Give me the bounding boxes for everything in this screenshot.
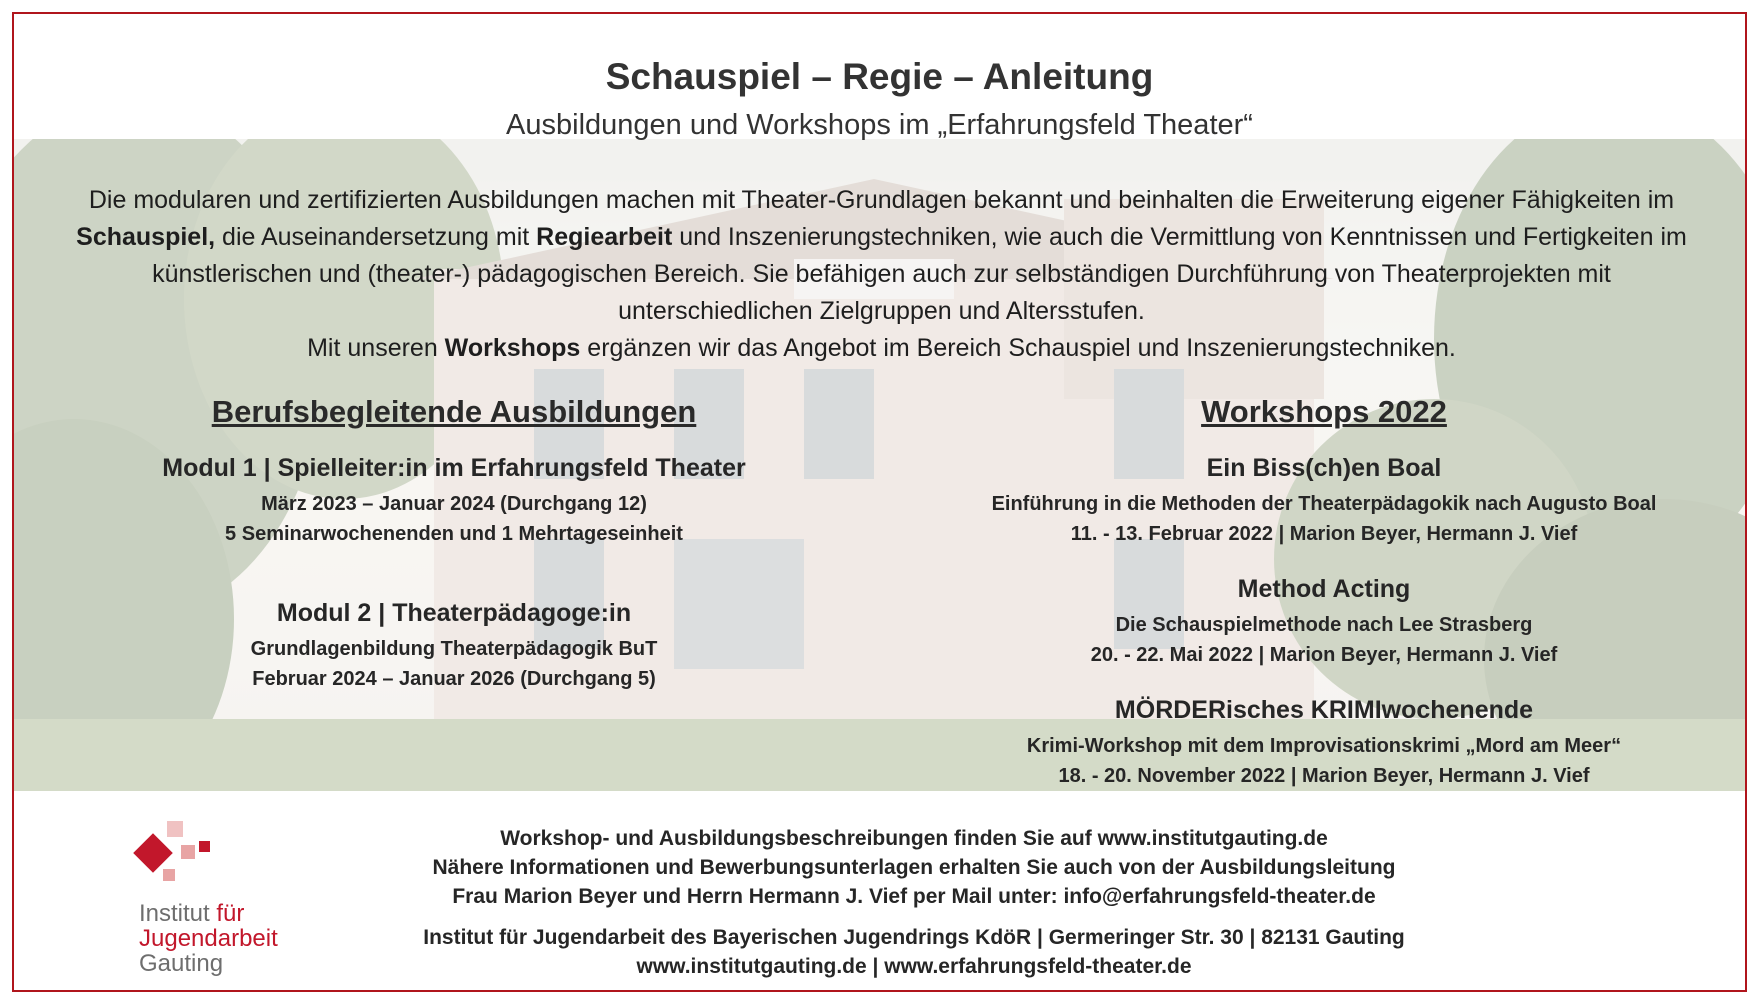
intro-text	[54, 182, 1709, 367]
institut-logo	[119, 819, 339, 979]
workshop-detail: Krimi-Workshop mit dem Improvisationskrimi „Mord am Meer“	[1026, 735, 1622, 757]
ausbildungen-heading: Berufsbegleitende Ausbildungen	[211, 394, 697, 429]
modul-detail: Grundlagenbildung Theaterpädagogik BuT	[250, 638, 658, 660]
intro-paragraph-1: Die modularen und zertifizierten Ausbildungen machen mit Theater-Grundlagen bekannt und beinhalten die Erweiterung eigener Fähigkeiten im Schauspiel, die Auseinandersetzung mit Regiearbeit und Inszenierungstechniken, wie auch die Vermittlung von Kenntnissen und Fertigkeiten im künstlerischen und (theater-) pädagogischen Bereich. Sie befähigen auch zur selbständigen Durchführung von Theaterprojekten mit unterschiedlichen Zielgruppen und Altersstufen.	[76, 186, 1687, 325]
workshops-column	[929, 394, 1719, 817]
modul-detail: März 2023 – Januar 2024 (Durchgang 12)	[261, 493, 647, 515]
workshop-title: Ein Biss(ch)en Boal	[1206, 454, 1442, 482]
logo-text: Institut für Jugendarbeit Gauting	[139, 900, 278, 977]
ausbildungen-column	[74, 394, 834, 730]
workshop-item	[929, 696, 1719, 791]
workshop-item	[929, 454, 1719, 549]
footer-line: Nähere Informationen und Bewerbungsunterlagen erhalten Sie auch von der Ausbildungsleitung	[432, 856, 1396, 879]
workshop-detail: 11. - 13. Februar 2022 | Marion Beyer, Hermann J. Vief	[1070, 523, 1578, 545]
contact-footer	[344, 824, 1484, 981]
intro-paragraph-2: Mit unseren Workshops ergänzen wir das Angebot im Bereich Schauspiel und Inszenierungstechniken.	[307, 334, 1456, 362]
workshop-detail: Einführung in die Methoden der Theaterpädagokik nach Augusto Boal	[991, 493, 1657, 515]
footer-address: Institut für Jugendarbeit des Bayerischen Jugendrings KdöR | Germeringer Str. 30 | 82131 Gauting	[423, 926, 1405, 949]
modul-1	[74, 454, 834, 549]
workshop-detail: 20. - 22. Mai 2022 | Marion Beyer, Hermann J. Vief	[1090, 644, 1558, 666]
workshops-heading: Workshops 2022	[1201, 394, 1447, 429]
flyer-frame	[12, 12, 1747, 992]
footer-line: Frau Marion Beyer und Herrn Hermann J. Vief per Mail unter: info@erfahrungsfeld-theater.de	[452, 885, 1376, 908]
workshop-detail: 18. - 20. November 2022 | Marion Beyer, Hermann J. Vief	[1058, 765, 1590, 787]
page-subtitle: Ausbildungen und Workshops im „Erfahrungsfeld Theater“	[506, 109, 1253, 141]
modul-title: Modul 1 | Spielleiter:in im Erfahrungsfeld Theater	[162, 454, 746, 482]
workshop-title: Method Acting	[1237, 575, 1411, 603]
workshop-item	[929, 575, 1719, 670]
footer-line: Workshop- und Ausbildungsbeschreibungen finden Sie auf www.institutgauting.de	[500, 827, 1328, 850]
workshop-detail: Die Schauspielmethode nach Lee Strasberg	[1115, 614, 1533, 636]
modul-detail: Februar 2024 – Januar 2026 (Durchgang 5)	[252, 668, 656, 690]
modul-detail: 5 Seminarwochenenden und 1 Mehrtageseinheit	[225, 523, 683, 545]
logo-diamonds-icon	[119, 819, 239, 899]
workshop-title: MÖRDERisches KRIMIwochenende	[1114, 696, 1534, 724]
modul-2	[74, 599, 834, 694]
modul-title: Modul 2 | Theaterpädagoge:in	[276, 599, 632, 627]
page-title: Schauspiel – Regie – Anleitung	[605, 56, 1154, 97]
footer-websites: www.institutgauting.de | www.erfahrungsfeld-theater.de	[636, 955, 1192, 978]
